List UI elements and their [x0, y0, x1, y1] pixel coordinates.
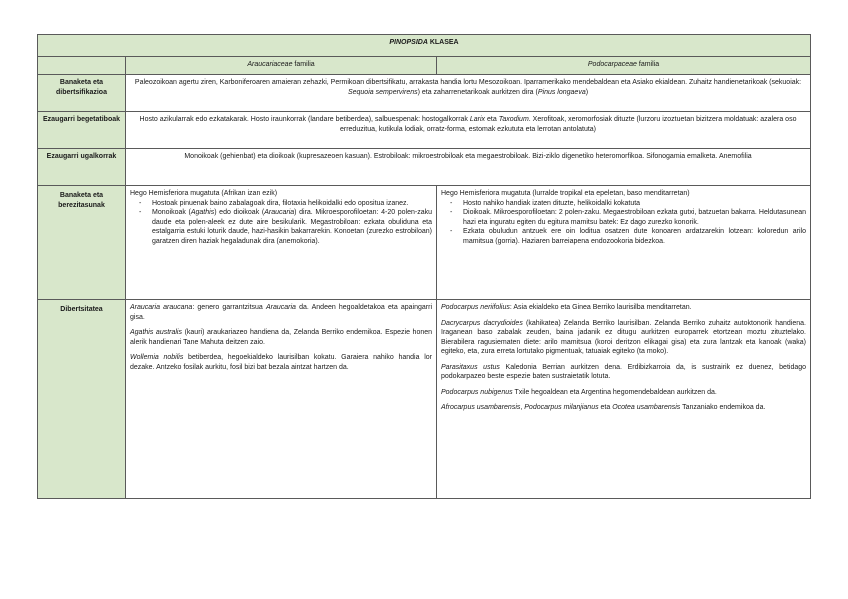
features-intro: Hego Hemisferiora mugatuta (lurralde tropikal eta epeletan, baso menditarretan) [441, 190, 690, 197]
table-title [38, 35, 811, 57]
araucariaceae-diversity [126, 300, 437, 499]
row-label-reproductive: Ezaugarri ugalkorrak [38, 149, 126, 186]
list-item: - Monoikoak (Agathis) edo dioikoak (Araucaria) dira. Mikroesporofiloetan: 4-20 polen-zaku daude eta polen-aleek ez dute aire besikularik. Megastrobiloan: ezkata obuliduna eta estalgarria estuki loturik daude, hazi-hasikin bakarrarekin. Konoetan (zurezko estrobiloan) garatzen diren haziak hegaladunak dira (anemokoria). [152, 208, 432, 246]
title-class-name: PINOPSIDA [389, 39, 428, 46]
podocarpaceae-name: Podocarpaceae [587, 61, 637, 68]
genus-taxodium: Taxodium [498, 116, 529, 123]
species-paragraph: Agathis australis (kauri) araukariazeo handiena da, Zelanda Berriko endemikoa. Espezie honen alerik handienari Tane Mahuta deitzen zaio. [130, 329, 433, 346]
araucariaceae-suffix: familia [292, 61, 315, 68]
araucariaceae-name: Araucariaceae [247, 61, 293, 68]
row-label-diversity: Dibertsitatea [38, 300, 126, 499]
reproductive-text: Monoikoak (gehienbat) eta dioikoak (kupresazeoen kasuan). Estrobiloak: mikroestrobiloak eta megaestrobiloak. Bizi-ziklo digenetiko heteromorfikoa. Sifonogamia emalketa. Anemofilia [126, 149, 811, 186]
genus-larix: Larix [469, 116, 486, 123]
row-distribution [38, 75, 811, 112]
podocarpaceae-suffix: familia [636, 61, 660, 68]
features-list [441, 199, 806, 247]
species-paragraph: Parasitaxus ustus Kaledonia Berrian aurkitzen dena. Erdibizkarroia da, is sustrairik ez duenez, betidago podokarpazeo beste espezie baten sustraietatik lotuta. [441, 363, 807, 381]
vegetative-text: Hosto azikularrak edo ezkatakarak. Hosto iraunkorrak (landare betiberdea), salbuespenak: hostogalkorrak Larix eta Taxodium. Xerofitoak, xeromorfosiak dituzte (lurzoru izoztuetan bizitzera moldatuak: azalera oso erreduzitua, kutikula lodiak, orratz-forma, estomak ezkututa eta lerrotan antolatuta) [126, 112, 811, 149]
features-list [130, 199, 432, 247]
species-pinus: Pinus longaeva [537, 88, 586, 96]
list-item: - Ezkata obuludun antzuek ere oin loditua osatzen dute konoaren ardatzarekin lotzean: koloredun arilo mamitsua (gorria). Haziaren barreiapena endozookoria bidezkoa. [463, 227, 806, 246]
list-item: - Dioikoak. Mikroesporofiloetan: 2 polen-zaku. Megaestrobiloan ezkata gutxi, batzuetan bakarra. Heldutasunean hazi eta inguratu egiten du egitura mamitsu batek: Ez dago zurezko konorik. [463, 208, 806, 227]
species-sequoia: Sequoia sempervirens [347, 88, 418, 96]
title-class-word: KLASEA [427, 39, 459, 46]
podocarpaceae-header [437, 57, 811, 75]
species-paragraph: Afrocarpus usambarensis, Podocarpus milanjianus eta Ocotea usambarensis Tanzaniako endemikoa da. [441, 404, 766, 412]
species-paragraph: Dacrycarpus dacrydioides (kahikatea) Zelanda Berriko laurisilban. Zelanda Berriko zuhaitz autoktonorik handiena. Iraganean baso zabalak zeuden, baina jadanik ez ditugu aurkitzen europarrek etortzean moztu zituztelako. Bierabilera ragusiematen diete: arilo mamitsua (koroi deritzon elikagai gisa) eta zura lantzak eta kanoak (waka) egiteko, eta, zura erreta lortutako pigmentuak, tatuaiak egiteko (ta moko). [441, 319, 807, 356]
species-paragraph: Podocarpus neriifolius: Asia ekialdeko eta Ginea Berriko laurisilba menditarretan. [441, 304, 692, 311]
araucariaceae-features [126, 186, 437, 300]
row-features [38, 186, 811, 300]
features-intro: Hego Hemisferiora mugatuta (Afrikan izan ezik) [130, 190, 278, 197]
row-diversity [38, 300, 811, 499]
species-paragraph: Podocarpus nubigenus Txile hegoaldean eta Argentina hegomendebaldean aurkitzen da. [441, 388, 717, 396]
distribution-text: Paleozoikoan agertu ziren, Karboniferoaren amaieran zehazki, Permikoan dibertsifikatu, arrakasta handia lortu Mesozoikoan. Iparramerikako mendebaldean eta Asiako ekialdean. Zuhaitz handienetarikoak (sekuoiak: Sequoia sempervirens) eta zaharrenetarikoak aurkitzen dira (Pinus longaeva) [126, 75, 811, 112]
araucariaceae-header [126, 57, 437, 75]
species-paragraph: Araucaria araucana: genero garrantzitsua Araucaria da. Andeen hegoaldetakoa eta apaingarri gisa. [130, 304, 432, 321]
species-paragraph: Wollemia nobilis betiberdea, hegoekialdeko laurisilban kokatu. Garaiera nahiko handia lor dezake. Antzeko fosilak aurkitu, fosil bizi bat bezala aintzat hartzen da. [130, 354, 432, 371]
list-item: - Hostoak pinuenak baino zabalagoak dira, filotaxia helikoidalki edo opositua izanez. [152, 199, 432, 209]
podocarpaceae-features [437, 186, 811, 300]
row-label-vegetative: Ezaugarri begetatiboak [38, 112, 126, 149]
row-label-features: Banaketa eta berezitasunak [38, 186, 126, 300]
row-label-distribution: Banaketa eta dibertsifikazioa [38, 75, 126, 112]
pinopsida-table [37, 34, 811, 499]
podocarpaceae-diversity [437, 300, 811, 499]
list-item: - Hosto nahiko handiak izaten dituzte, helikoidalki kokatuta [463, 199, 806, 209]
row-reproductive [38, 149, 811, 186]
row-vegetative [38, 112, 811, 149]
corner-cell [38, 57, 126, 75]
